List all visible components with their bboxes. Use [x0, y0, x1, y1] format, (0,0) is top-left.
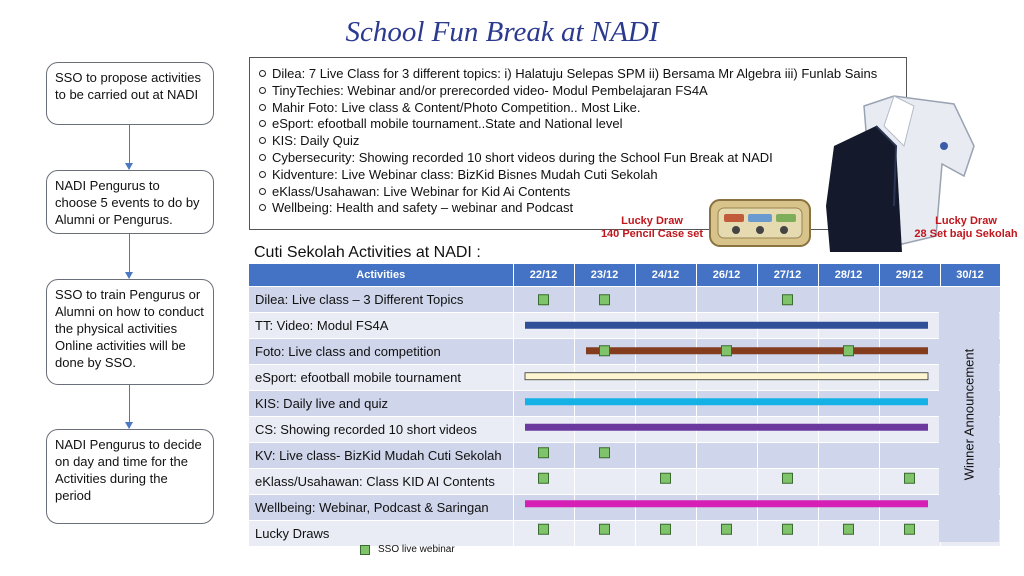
- legend-swatch: [360, 545, 370, 555]
- header-date: 29/12: [879, 264, 940, 287]
- header-date: 24/12: [635, 264, 696, 287]
- activity-item: Mahir Foto: Live class & Content/Photo Competition.. Most Like.: [259, 100, 906, 117]
- activity-item: Dilea: 7 Live Class for 3 different topics: i) Halatuju Selepas SPM ii) Bersama Mr Algebra iii) Funlab Sains: [259, 66, 906, 83]
- table-row: [249, 469, 1000, 495]
- activity-item: KIS: Daily Quiz: [259, 133, 906, 150]
- activity-item: Kidventure: Live Webinar class: BizKid Bisnes Mudah Cuti Sekolah: [259, 167, 906, 184]
- row-label: TT: Video: Modul FS4A: [249, 313, 513, 339]
- winner-announcement: Winner Announcement: [961, 348, 977, 481]
- schedule-table: [249, 264, 1001, 546]
- flow-arrow-1: [129, 125, 130, 169]
- activity-item: eSport: efootball mobile tournament..State and National level: [259, 116, 906, 133]
- row-label: KIS: Daily live and quiz: [249, 391, 513, 417]
- row-label: Foto: Live class and competition: [249, 339, 513, 365]
- flow-step-4: NADI Pengurus to decide on day and time for the Activities during the period: [46, 429, 214, 524]
- row-label: KV: Live class- BizKid Mudah Cuti Sekolah: [249, 443, 513, 469]
- page-title: School Fun Break at NADI: [345, 16, 659, 48]
- activity-item: TinyTechies: Webinar and/or prerecorded video- Modul Pembelajaran FS4A: [259, 83, 906, 100]
- flow-step-3: SSO to train Pengurus or Alumni on how to conduct the physical activities Online activities will be done by SSO.: [46, 279, 214, 385]
- table-row: [249, 313, 1000, 339]
- header-date: 26/12: [696, 264, 757, 287]
- legend: [360, 544, 455, 555]
- row-label: eKlass/Usahawan: Class KID AI Contents: [249, 469, 513, 495]
- table-row: [249, 521, 1000, 547]
- table-row: [249, 495, 1000, 521]
- activity-item: eKlass/Usahawan: Live Webinar for Kid Ai Contents: [259, 184, 906, 201]
- table-row: [249, 365, 1000, 391]
- header-date: 23/12: [574, 264, 635, 287]
- header-date: 30/12: [940, 264, 1000, 287]
- table-row: [249, 391, 1000, 417]
- flow-arrow-2: [129, 234, 130, 278]
- table-row: [249, 443, 1000, 469]
- row-label: CS: Showing recorded 10 short videos: [249, 417, 513, 443]
- activity-item: Cybersecurity: Showing recorded 10 short videos during the School Fun Break at NADI: [259, 150, 906, 167]
- header-date: 27/12: [757, 264, 818, 287]
- flow-arrow-3: [129, 385, 130, 428]
- legend-label: SSO live webinar: [378, 544, 455, 555]
- header-date: 22/12: [513, 264, 574, 287]
- row-label: Wellbeing: Webinar, Podcast & Saringan: [249, 495, 513, 521]
- schedule-header-row: [249, 264, 1000, 287]
- lucky-draw-label-pencil: Lucky Draw 140 Pencil Case set: [600, 215, 704, 240]
- table-row: [249, 417, 1000, 443]
- row-label: eSport: efootball mobile tournament: [249, 365, 513, 391]
- flow-step-2: NADI Pengurus to choose 5 events to do by Alumni or Pengurus.: [46, 170, 214, 234]
- table-row: [249, 287, 1000, 313]
- flow-step-1: SSO to propose activities to be carried out at NADI: [46, 62, 214, 125]
- lucky-draw-label-uniform: Lucky Draw 28 Set baju Sekolah: [914, 215, 1018, 240]
- activity-item: Wellbeing: Health and safety – webinar and Podcast: [259, 200, 906, 217]
- row-label: Lucky Draws: [249, 521, 513, 547]
- schedule-heading: Cuti Sekolah Activities at NADI :: [254, 244, 481, 261]
- header-date: 28/12: [818, 264, 879, 287]
- pencil-case-image: [708, 196, 812, 250]
- table-row: [249, 339, 1000, 365]
- row-label: Dilea: Live class – 3 Different Topics: [249, 287, 513, 313]
- header-activities: Activities: [249, 264, 513, 287]
